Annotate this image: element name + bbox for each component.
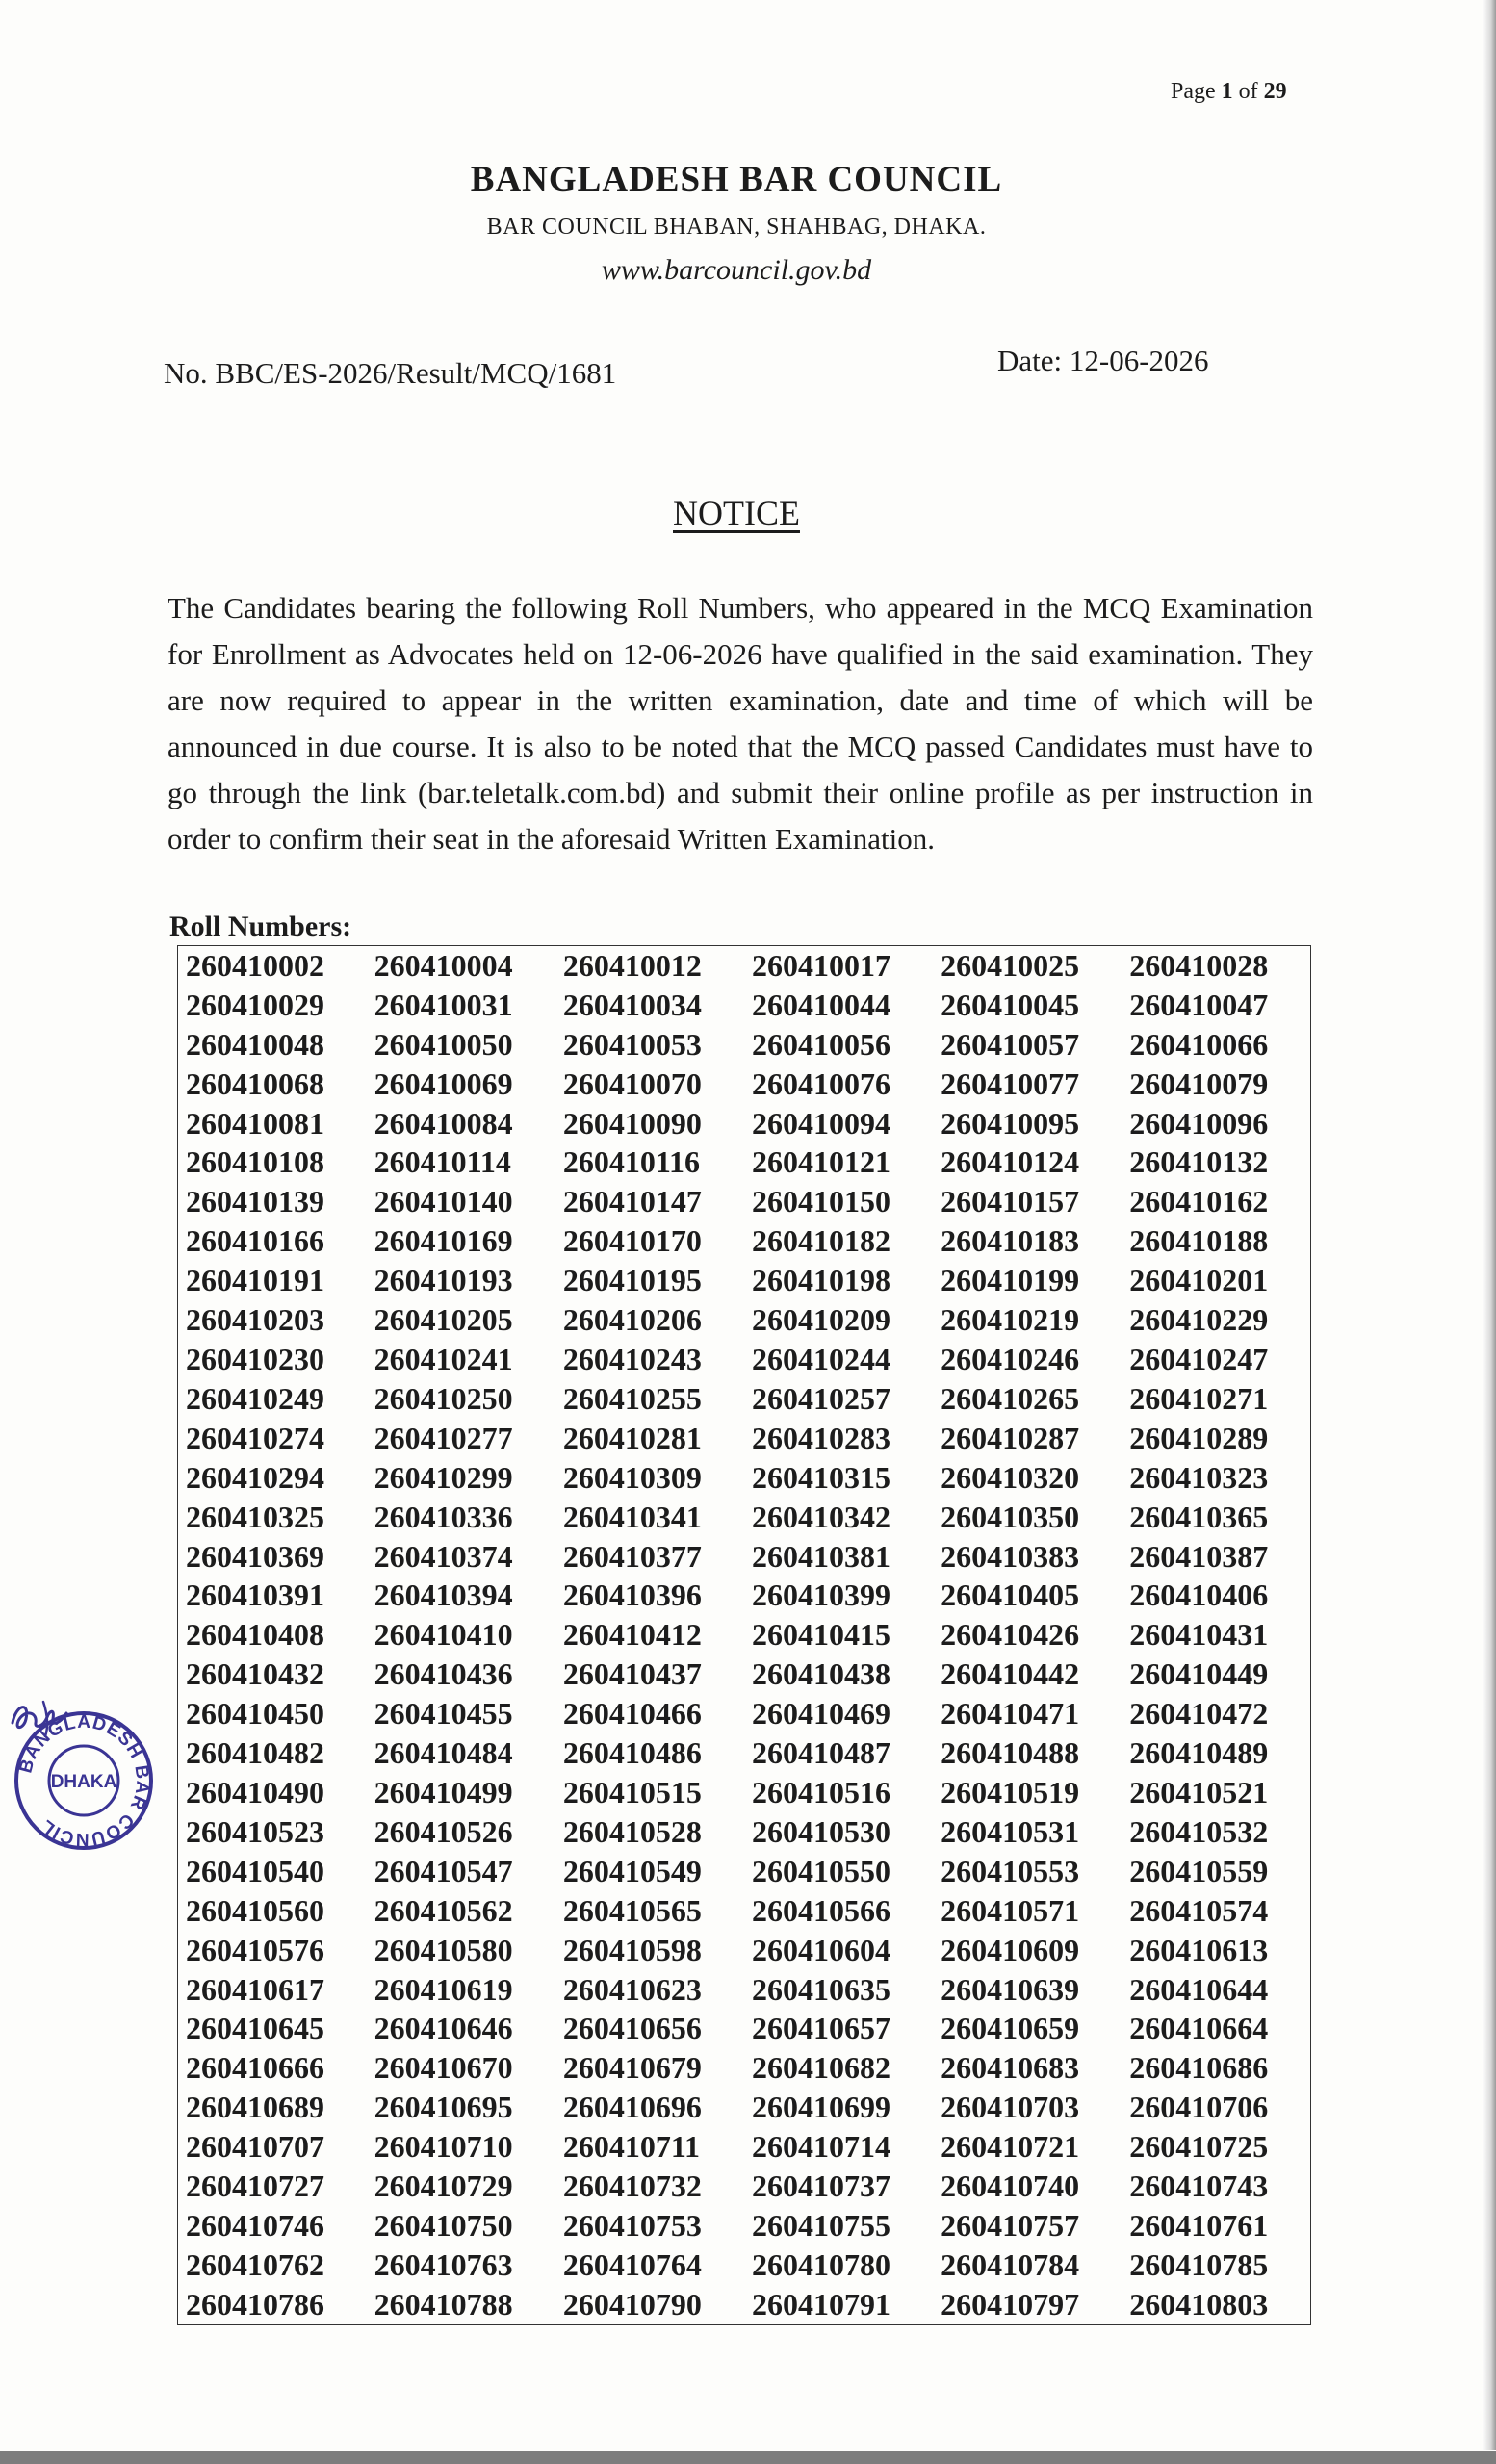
roll-number-cell: 260410753 — [562, 2207, 702, 2243]
roll-number-cell: 260410090 — [562, 1105, 702, 1141]
roll-number-cell: 260410711 — [562, 2129, 701, 2165]
roll-number-cell: 260410257 — [751, 1380, 890, 1416]
roll-number-cell: 260410243 — [562, 1342, 702, 1377]
roll-number-cell: 260410706 — [1129, 2090, 1269, 2125]
roll-number-cell: 260410157 — [941, 1184, 1080, 1219]
roll-number-cell: 260410786 — [186, 2286, 324, 2322]
roll-number-cell: 260410746 — [186, 2207, 324, 2243]
roll-number-cell: 260410274 — [186, 1420, 324, 1455]
page-current: 1 — [1221, 79, 1233, 104]
seal-ring-text: BANGLADESH BAR COUNCIL — [15, 1711, 153, 1850]
roll-numbers-heading: Roll Numbers: — [169, 911, 352, 942]
table-row — [178, 2246, 1311, 2285]
table-row — [178, 1065, 1311, 1104]
roll-number-cell: 260410096 — [1129, 1105, 1269, 1141]
roll-number-cell: 260410721 — [941, 2129, 1080, 2165]
roll-number-cell: 260410531 — [941, 1813, 1080, 1849]
roll-number-cell: 260410219 — [941, 1302, 1080, 1338]
roll-number-cell: 260410580 — [374, 1932, 513, 1967]
table-row — [178, 1733, 1311, 1773]
roll-number-cell: 260410797 — [941, 2286, 1080, 2322]
roll-number-cell: 260410689 — [186, 2090, 324, 2125]
roll-number-cell: 260410299 — [374, 1459, 513, 1495]
roll-number-cell: 260410108 — [186, 1144, 324, 1180]
roll-number-cell: 260410323 — [1129, 1459, 1269, 1495]
table-row — [178, 2127, 1311, 2167]
roll-number-cell: 260410289 — [1129, 1420, 1269, 1455]
roll-number-cell: 260410519 — [941, 1774, 1080, 1810]
roll-number-cell: 260410056 — [751, 1026, 890, 1062]
roll-number-cell: 260410646 — [374, 2011, 513, 2046]
roll-number-cell: 260410696 — [562, 2090, 702, 2125]
notice-body: The Candidates bearing the following Roll Numbers, who appeared in the MCQ Examination for Enrollment as Advocates held on 12-06-2026 have qualified in the said examination. They are now required to appear in the written examination, date and time of which will be announced in due course. It is also to be noted that the MCQ passed Candidates must have to go through the link (bar.teletalk.com.bd) and submit their online profile as per instruction in order to confirm their seat in the aforesaid Written Examination. — [168, 591, 1313, 856]
roll-number-cell: 260410488 — [941, 1735, 1080, 1771]
table-row — [178, 986, 1311, 1025]
roll-numbers-body — [178, 946, 1311, 2325]
roll-number-cell: 260410562 — [374, 1892, 513, 1928]
table-row — [178, 2285, 1311, 2325]
roll-number-cell: 260410732 — [562, 2169, 702, 2204]
roll-number-cell: 260410077 — [941, 1065, 1080, 1101]
roll-number-cell: 260410550 — [751, 1853, 890, 1888]
roll-number-cell: 260410639 — [941, 1971, 1080, 2007]
roll-number-cell: 260410277 — [374, 1420, 513, 1455]
roll-number-cell: 260410803 — [1129, 2286, 1269, 2322]
roll-number-cell: 260410132 — [1129, 1144, 1269, 1180]
roll-number-cell: 260410750 — [374, 2207, 513, 2243]
roll-number-cell: 260410426 — [941, 1617, 1080, 1653]
roll-number-cell: 260410683 — [941, 2050, 1080, 2086]
org-website: www.barcouncil.gov.bd — [601, 254, 872, 286]
roll-number-cell: 260410405 — [941, 1578, 1080, 1613]
roll-number-cell: 260410472 — [1129, 1696, 1269, 1732]
roll-number-cell: 260410271 — [1129, 1380, 1269, 1416]
roll-number-cell: 260410489 — [1129, 1735, 1269, 1771]
roll-number-cell: 260410528 — [562, 1813, 702, 1849]
roll-number-cell: 260410408 — [186, 1617, 324, 1653]
roll-number-cell: 260410482 — [186, 1735, 324, 1771]
roll-number-cell: 260410281 — [562, 1420, 702, 1455]
roll-number-cell: 260410415 — [751, 1617, 890, 1653]
roll-number-cell: 260410399 — [751, 1578, 890, 1613]
table-row — [178, 2206, 1311, 2246]
roll-number-cell: 260410394 — [374, 1578, 513, 1613]
roll-number-cell: 260410244 — [751, 1342, 890, 1377]
roll-number-cell: 260410287 — [941, 1420, 1080, 1455]
roll-number-cell: 260410193 — [374, 1263, 513, 1298]
roll-number-cell: 260410377 — [562, 1538, 702, 1574]
roll-number-cell: 260410710 — [374, 2129, 513, 2165]
roll-number-cell: 260410124 — [941, 1144, 1080, 1180]
roll-number-cell: 260410203 — [186, 1302, 324, 1338]
roll-number-cell: 260410666 — [186, 2050, 324, 2086]
roll-number-cell: 260410695 — [374, 2090, 513, 2125]
roll-number-cell: 260410565 — [562, 1892, 702, 1928]
table-row — [178, 1143, 1311, 1183]
roll-number-cell: 260410757 — [941, 2207, 1080, 2243]
table-row — [178, 1221, 1311, 1261]
roll-number-cell: 260410729 — [374, 2169, 513, 2204]
roll-number-cell: 260410198 — [751, 1263, 890, 1298]
roll-number-cell: 260410057 — [941, 1026, 1080, 1062]
roll-number-cell: 260410095 — [941, 1105, 1080, 1141]
table-row — [178, 2009, 1311, 2048]
roll-number-cell: 260410195 — [562, 1263, 702, 1298]
table-row — [178, 2088, 1311, 2127]
roll-number-cell: 260410066 — [1129, 1026, 1269, 1062]
roll-number-cell: 260410617 — [186, 1971, 324, 2007]
roll-number-cell: 260410699 — [751, 2090, 890, 2125]
roll-number-cell: 260410391 — [186, 1578, 324, 1613]
roll-number-cell: 260410230 — [186, 1342, 324, 1377]
roll-number-cell: 260410761 — [1129, 2207, 1269, 2243]
table-row — [178, 1458, 1311, 1498]
roll-number-cell: 260410571 — [941, 1892, 1080, 1928]
table-row — [178, 1970, 1311, 2010]
table-row — [178, 2048, 1311, 2088]
roll-number-cell: 260410069 — [374, 1065, 513, 1101]
roll-number-cell: 260410205 — [374, 1302, 513, 1338]
roll-number-cell: 260410499 — [374, 1774, 513, 1810]
roll-number-cell: 260410336 — [374, 1499, 513, 1534]
roll-number-cell: 260410432 — [186, 1656, 324, 1692]
roll-number-cell: 260410034 — [562, 987, 702, 1022]
roll-number-cell: 260410763 — [374, 2246, 513, 2282]
roll-number-cell: 260410406 — [1129, 1578, 1269, 1613]
table-row — [178, 2167, 1311, 2206]
roll-number-cell: 260410657 — [751, 2011, 890, 2046]
roll-number-cell: 260410283 — [751, 1420, 890, 1455]
table-row — [178, 1931, 1311, 1970]
notice-heading: NOTICE — [673, 494, 800, 532]
roll-number-cell: 260410381 — [751, 1538, 890, 1574]
roll-number-cell: 260410574 — [1129, 1892, 1269, 1928]
roll-number-cell: 260410725 — [1129, 2129, 1269, 2165]
roll-number-cell: 260410598 — [562, 1932, 702, 1967]
roll-number-cell: 260410183 — [941, 1223, 1080, 1259]
bar-council-seal-icon — [12, 1708, 156, 1853]
roll-number-cell: 260410094 — [751, 1105, 890, 1141]
table-row — [178, 1419, 1311, 1458]
table-row — [178, 1261, 1311, 1300]
roll-number-cell: 260410553 — [941, 1853, 1080, 1888]
roll-number-cell: 260410342 — [751, 1499, 890, 1534]
roll-number-cell: 260410455 — [374, 1696, 513, 1732]
roll-number-cell: 260410369 — [186, 1538, 324, 1574]
roll-number-cell: 260410247 — [1129, 1342, 1269, 1377]
roll-number-cell: 260410707 — [186, 2129, 324, 2165]
roll-number-cell: 260410469 — [751, 1696, 890, 1732]
roll-number-cell: 260410045 — [941, 987, 1080, 1022]
roll-number-cell: 260410028 — [1129, 947, 1269, 983]
roll-number-cell: 260410780 — [751, 2246, 890, 2282]
table-row — [178, 1537, 1311, 1577]
roll-number-cell: 260410169 — [374, 1223, 513, 1259]
roll-number-cell: 260410081 — [186, 1105, 324, 1141]
table-row — [178, 1694, 1311, 1733]
page-number — [1171, 79, 1287, 105]
roll-number-cell: 260410743 — [1129, 2169, 1269, 2204]
roll-number-cell: 260410515 — [562, 1774, 702, 1810]
table-row — [178, 1577, 1311, 1616]
roll-number-cell: 260410764 — [562, 2246, 702, 2282]
roll-number-cell: 260410737 — [751, 2169, 890, 2204]
roll-number-cell: 260410549 — [562, 1853, 702, 1888]
roll-number-cell: 260410790 — [562, 2286, 702, 2322]
roll-number-cell: 260410670 — [374, 2050, 513, 2086]
roll-number-cell: 260410656 — [562, 2011, 702, 2046]
roll-number-cell: 260410664 — [1129, 2011, 1269, 2046]
roll-number-cell: 260410147 — [562, 1184, 702, 1219]
roll-number-cell: 260410070 — [562, 1065, 702, 1101]
roll-number-cell: 260410679 — [562, 2050, 702, 2086]
seal-center-text: DHAKA — [50, 1772, 117, 1792]
roll-number-cell: 260410140 — [374, 1184, 513, 1219]
roll-number-cell: 260410341 — [562, 1499, 702, 1534]
roll-number-cell: 260410170 — [562, 1223, 702, 1259]
roll-number-cell: 260410530 — [751, 1813, 890, 1849]
roll-number-cell: 260410490 — [186, 1774, 324, 1810]
roll-number-cell: 260410188 — [1129, 1223, 1269, 1259]
roll-number-cell: 260410526 — [374, 1813, 513, 1849]
table-row — [178, 1300, 1311, 1340]
roll-number-cell: 260410788 — [374, 2286, 513, 2322]
roll-number-cell: 260410166 — [186, 1223, 324, 1259]
roll-number-cell: 260410076 — [751, 1065, 890, 1101]
memo-number: No. BBC/ES-2026/Result/MCQ/1681 — [164, 356, 617, 390]
roll-number-cell: 260410199 — [941, 1263, 1080, 1298]
roll-number-cell: 260410566 — [751, 1892, 890, 1928]
roll-number-cell: 260410784 — [941, 2246, 1080, 2282]
roll-number-cell: 260410053 — [562, 1026, 702, 1062]
table-row — [178, 1852, 1311, 1891]
table-row — [178, 1812, 1311, 1852]
roll-number-cell: 260410604 — [751, 1932, 890, 1967]
roll-number-cell: 260410182 — [751, 1223, 890, 1259]
roll-number-cell: 260410050 — [374, 1026, 513, 1062]
roll-number-cell: 260410162 — [1129, 1184, 1269, 1219]
roll-number-cell: 260410396 — [562, 1578, 702, 1613]
roll-number-cell: 260410315 — [751, 1459, 890, 1495]
table-row — [178, 1498, 1311, 1537]
roll-number-cell: 260410523 — [186, 1813, 324, 1849]
roll-numbers-table — [177, 945, 1311, 2325]
roll-number-cell: 260410785 — [1129, 2246, 1269, 2282]
roll-number-cell: 260410762 — [186, 2246, 324, 2282]
roll-number-cell: 260410206 — [562, 1302, 702, 1338]
roll-number-cell: 260410438 — [751, 1656, 890, 1692]
table-row — [178, 1615, 1311, 1655]
roll-number-cell: 260410004 — [374, 947, 513, 983]
roll-number-cell: 260410048 — [186, 1026, 324, 1062]
roll-number-cell: 260410241 — [374, 1342, 513, 1377]
roll-number-cell: 260410068 — [186, 1065, 324, 1101]
roll-number-cell: 260410374 — [374, 1538, 513, 1574]
org-address: BAR COUNCIL BHABAN, SHAHBAG, DHAKA. — [486, 215, 987, 240]
roll-number-cell: 260410412 — [562, 1617, 702, 1653]
roll-number-cell: 260410471 — [941, 1696, 1080, 1732]
scan-edge-right — [1483, 0, 1496, 2450]
roll-number-cell: 260410114 — [374, 1144, 511, 1180]
roll-number-cell: 260410521 — [1129, 1774, 1269, 1810]
roll-number-cell: 260410246 — [941, 1342, 1080, 1377]
roll-number-cell: 260410559 — [1129, 1853, 1269, 1888]
roll-number-cell: 260410487 — [751, 1735, 890, 1771]
roll-number-cell: 260410613 — [1129, 1932, 1269, 1967]
roll-number-cell: 260410791 — [751, 2286, 890, 2322]
roll-number-cell: 260410540 — [186, 1853, 324, 1888]
page-total: 29 — [1263, 79, 1287, 104]
roll-number-cell: 260410727 — [186, 2169, 324, 2204]
roll-number-cell: 260410703 — [941, 2090, 1080, 2125]
org-name: BANGLADESH BAR COUNCIL — [470, 160, 1003, 199]
roll-number-cell: 260410044 — [751, 987, 890, 1022]
roll-number-cell: 260410436 — [374, 1656, 513, 1692]
table-row — [178, 1379, 1311, 1419]
table-row — [178, 1655, 1311, 1694]
roll-number-cell: 260410431 — [1129, 1617, 1269, 1653]
roll-number-cell: 260410516 — [751, 1774, 890, 1810]
roll-number-cell: 260410449 — [1129, 1656, 1269, 1692]
roll-number-cell: 260410486 — [562, 1735, 702, 1771]
roll-number-cell: 260410255 — [562, 1380, 702, 1416]
page-of: of — [1238, 79, 1258, 104]
roll-number-cell: 260410560 — [186, 1892, 324, 1928]
roll-number-cell: 260410309 — [562, 1459, 702, 1495]
roll-number-cell: 260410645 — [186, 2011, 324, 2046]
roll-number-cell: 260410532 — [1129, 1813, 1269, 1849]
roll-number-cell: 260410294 — [186, 1459, 324, 1495]
roll-number-cell: 260410576 — [186, 1932, 324, 1967]
roll-number-cell: 260410609 — [941, 1932, 1080, 1967]
roll-number-cell: 260410623 — [562, 1971, 702, 2007]
roll-number-cell: 260410249 — [186, 1380, 324, 1416]
roll-number-cell: 260410201 — [1129, 1263, 1269, 1298]
roll-number-cell: 260410635 — [751, 1971, 890, 2007]
roll-number-cell: 260410755 — [751, 2207, 890, 2243]
roll-number-cell: 260410121 — [751, 1144, 890, 1180]
roll-number-cell: 260410047 — [1129, 987, 1269, 1022]
roll-number-cell: 260410017 — [751, 947, 890, 983]
roll-number-cell: 260410031 — [374, 987, 513, 1022]
roll-number-cell: 260410012 — [562, 947, 702, 983]
roll-number-cell: 260410084 — [374, 1105, 513, 1141]
scan-edge-bottom — [0, 2451, 1496, 2464]
roll-number-cell: 260410442 — [941, 1656, 1080, 1692]
roll-number-cell: 260410437 — [562, 1656, 702, 1692]
roll-number-cell: 260410229 — [1129, 1302, 1269, 1338]
table-row — [178, 1104, 1311, 1143]
memo-date: Date: 12-06-2026 — [997, 344, 1209, 377]
roll-number-cell: 260410002 — [186, 947, 324, 983]
table-row — [178, 1773, 1311, 1812]
roll-number-cell: 260410250 — [374, 1380, 513, 1416]
roll-number-cell: 260410682 — [751, 2050, 890, 2086]
roll-number-cell: 260410410 — [374, 1617, 513, 1653]
table-row — [178, 946, 1311, 986]
roll-number-cell: 260410450 — [186, 1696, 324, 1732]
roll-number-cell: 260410209 — [751, 1302, 890, 1338]
roll-number-cell: 260410714 — [751, 2129, 890, 2165]
table-row — [178, 1182, 1311, 1221]
roll-number-cell: 260410644 — [1129, 1971, 1269, 2007]
page-label: Page — [1171, 79, 1216, 104]
roll-number-cell: 260410383 — [941, 1538, 1080, 1574]
roll-number-cell: 260410029 — [186, 987, 324, 1022]
roll-number-cell: 260410265 — [941, 1380, 1080, 1416]
roll-number-cell: 260410139 — [186, 1184, 324, 1219]
roll-number-cell: 260410466 — [562, 1696, 702, 1732]
roll-number-cell: 260410320 — [941, 1459, 1080, 1495]
table-row — [178, 1891, 1311, 1931]
roll-number-cell: 260410191 — [186, 1263, 324, 1298]
roll-number-cell: 260410387 — [1129, 1538, 1269, 1574]
roll-number-cell: 260410365 — [1129, 1499, 1269, 1534]
roll-number-cell: 260410547 — [374, 1853, 513, 1888]
roll-number-cell: 260410619 — [374, 1971, 513, 2007]
roll-number-cell: 260410740 — [941, 2169, 1080, 2204]
roll-number-cell: 260410350 — [941, 1499, 1080, 1534]
roll-number-cell: 260410025 — [941, 947, 1080, 983]
table-row — [178, 1340, 1311, 1379]
roll-number-cell: 260410325 — [186, 1499, 324, 1534]
roll-number-cell: 260410484 — [374, 1735, 513, 1771]
roll-number-cell: 260410150 — [751, 1184, 890, 1219]
roll-number-cell: 260410686 — [1129, 2050, 1269, 2086]
table-row — [178, 1025, 1311, 1065]
roll-number-cell: 260410659 — [941, 2011, 1080, 2046]
roll-number-cell: 260410079 — [1129, 1065, 1269, 1101]
roll-number-cell: 260410116 — [562, 1144, 701, 1180]
